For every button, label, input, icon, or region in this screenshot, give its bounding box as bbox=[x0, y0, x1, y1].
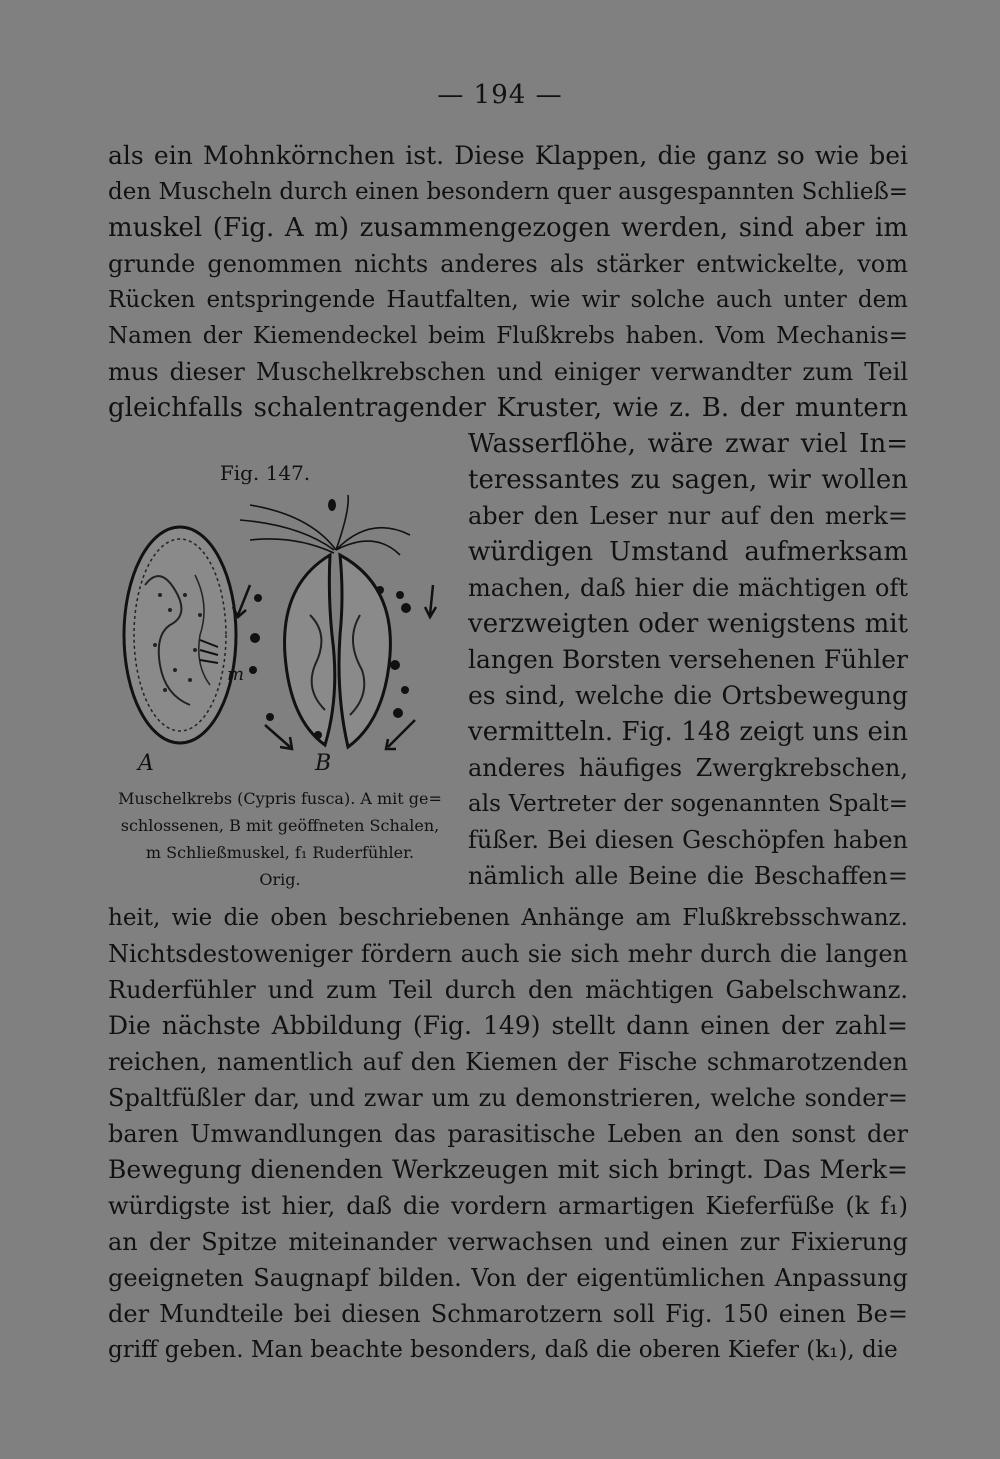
specimen-a-closed-shell bbox=[124, 527, 236, 743]
text-line: langen Borsten versehenen Fühler bbox=[468, 645, 908, 674]
text-line: als Vertreter der sogenannten Spalt= bbox=[468, 791, 908, 817]
text-line: als ein Mohnkörnchen ist. Diese Klappen, die ganz so wie bei bbox=[108, 141, 908, 170]
text-line: teressantes zu sagen, wir wollen bbox=[468, 465, 908, 495]
figure-147 bbox=[100, 455, 460, 895]
text-line: baren Umwandlungen das parasitische Leben an den sonst der bbox=[108, 1120, 908, 1148]
text-line: griff geben. Man beachte besonders, daß die oberen Kiefer (k₁), die bbox=[108, 1337, 898, 1363]
page-number: — 194 — bbox=[437, 80, 563, 110]
text-line: Ruderfühler und zum Teil durch den mächtigen Gabelschwanz. bbox=[108, 976, 908, 1004]
text-line: Die nächste Abbildung (Fig. 149) stellt dann einen der zahl= bbox=[108, 1011, 908, 1040]
text-line: Namen der Kiemendeckel beim Flußkrebs haben. Vom Mechanis= bbox=[108, 323, 908, 349]
text-line: verzweigten oder wenigstens mit bbox=[468, 609, 908, 639]
text-line: es sind, welche die Ortsbewegung bbox=[468, 681, 908, 710]
text-line: den Muscheln durch einen besondern quer ausgespannten Schließ= bbox=[108, 179, 909, 205]
text-line: vermitteln. Fig. 148 zeigt uns ein bbox=[468, 717, 908, 747]
cypris-illustration bbox=[100, 495, 460, 785]
label-b: B bbox=[315, 751, 332, 776]
text-line: mus dieser Muschelkrebschen und einiger verwandter zum Teil bbox=[108, 358, 908, 386]
text-line: Spaltfüßler dar, und zwar um zu demonstrieren, welche sonder= bbox=[108, 1084, 908, 1112]
text-line: machen, daß hier die mächtigen oft bbox=[468, 574, 908, 602]
text-line: würdigste ist hier, daß die vordern armartigen Kieferfüße (k f₁) bbox=[108, 1192, 908, 1220]
text-line: der Mundteile bei diesen Schmarotzern soll Fig. 150 einen Be= bbox=[108, 1300, 908, 1328]
text-line: anderes häufiges Zwergkrebschen, bbox=[468, 754, 908, 782]
caption-line: m Schließmuskel, f₁ Ruderfühler. bbox=[145, 843, 415, 862]
text-line: Nichtsdestoweniger fördern auch sie sich mehr durch die langen bbox=[108, 940, 908, 968]
figure-caption bbox=[100, 785, 460, 893]
caption-line: Orig. bbox=[259, 870, 301, 889]
text-line: muskel (Fig. A m) zusammengezogen werden, sind aber im bbox=[108, 213, 908, 243]
text-line: geeigneten Saugnapf bilden. Von der eigentümlichen Anpassung bbox=[108, 1264, 908, 1292]
caption-line: Muschelkrebs (Cypris fusca). A mit ge= bbox=[118, 789, 442, 808]
text-line: würdigen Umstand aufmerksam bbox=[468, 537, 908, 567]
text-line: Rücken entspringende Hautfalten, wie wir solche auch unter dem bbox=[108, 287, 908, 313]
label-a: A bbox=[138, 751, 154, 776]
text-line: nämlich alle Beine die Beschaffen= bbox=[468, 862, 908, 890]
text-line: gleichfalls schalentragender Kruster, wie z. B. der muntern bbox=[108, 393, 908, 423]
text-line: grunde genommen nichts anderes als stärker entwickelte, vom bbox=[108, 250, 908, 278]
text-line: füßer. Bei diesen Geschöpfen haben bbox=[468, 826, 908, 854]
figure-label: Fig. 147. bbox=[219, 461, 311, 485]
text-line: aber den Leser nur auf den merk= bbox=[468, 502, 908, 530]
text-line: Wasserflöhe, wäre zwar viel In= bbox=[468, 429, 908, 459]
text-line: heit, wie die oben beschriebenen Anhänge am Flußkrebsschwanz. bbox=[108, 905, 908, 931]
text-line: reichen, namentlich auf den Kiemen der Fische schmarotzenden bbox=[108, 1048, 908, 1076]
text-line: Bewegung dienenden Werkzeugen mit sich bringt. Das Merk= bbox=[108, 1155, 908, 1184]
specimen-b-open-shell bbox=[240, 495, 410, 747]
caption-line: schlossenen, B mit geöffneten Schalen, bbox=[120, 816, 440, 835]
label-m: m bbox=[227, 664, 245, 685]
text-line: an der Spitze miteinander verwachsen und einen zur Fixierung bbox=[108, 1228, 908, 1256]
